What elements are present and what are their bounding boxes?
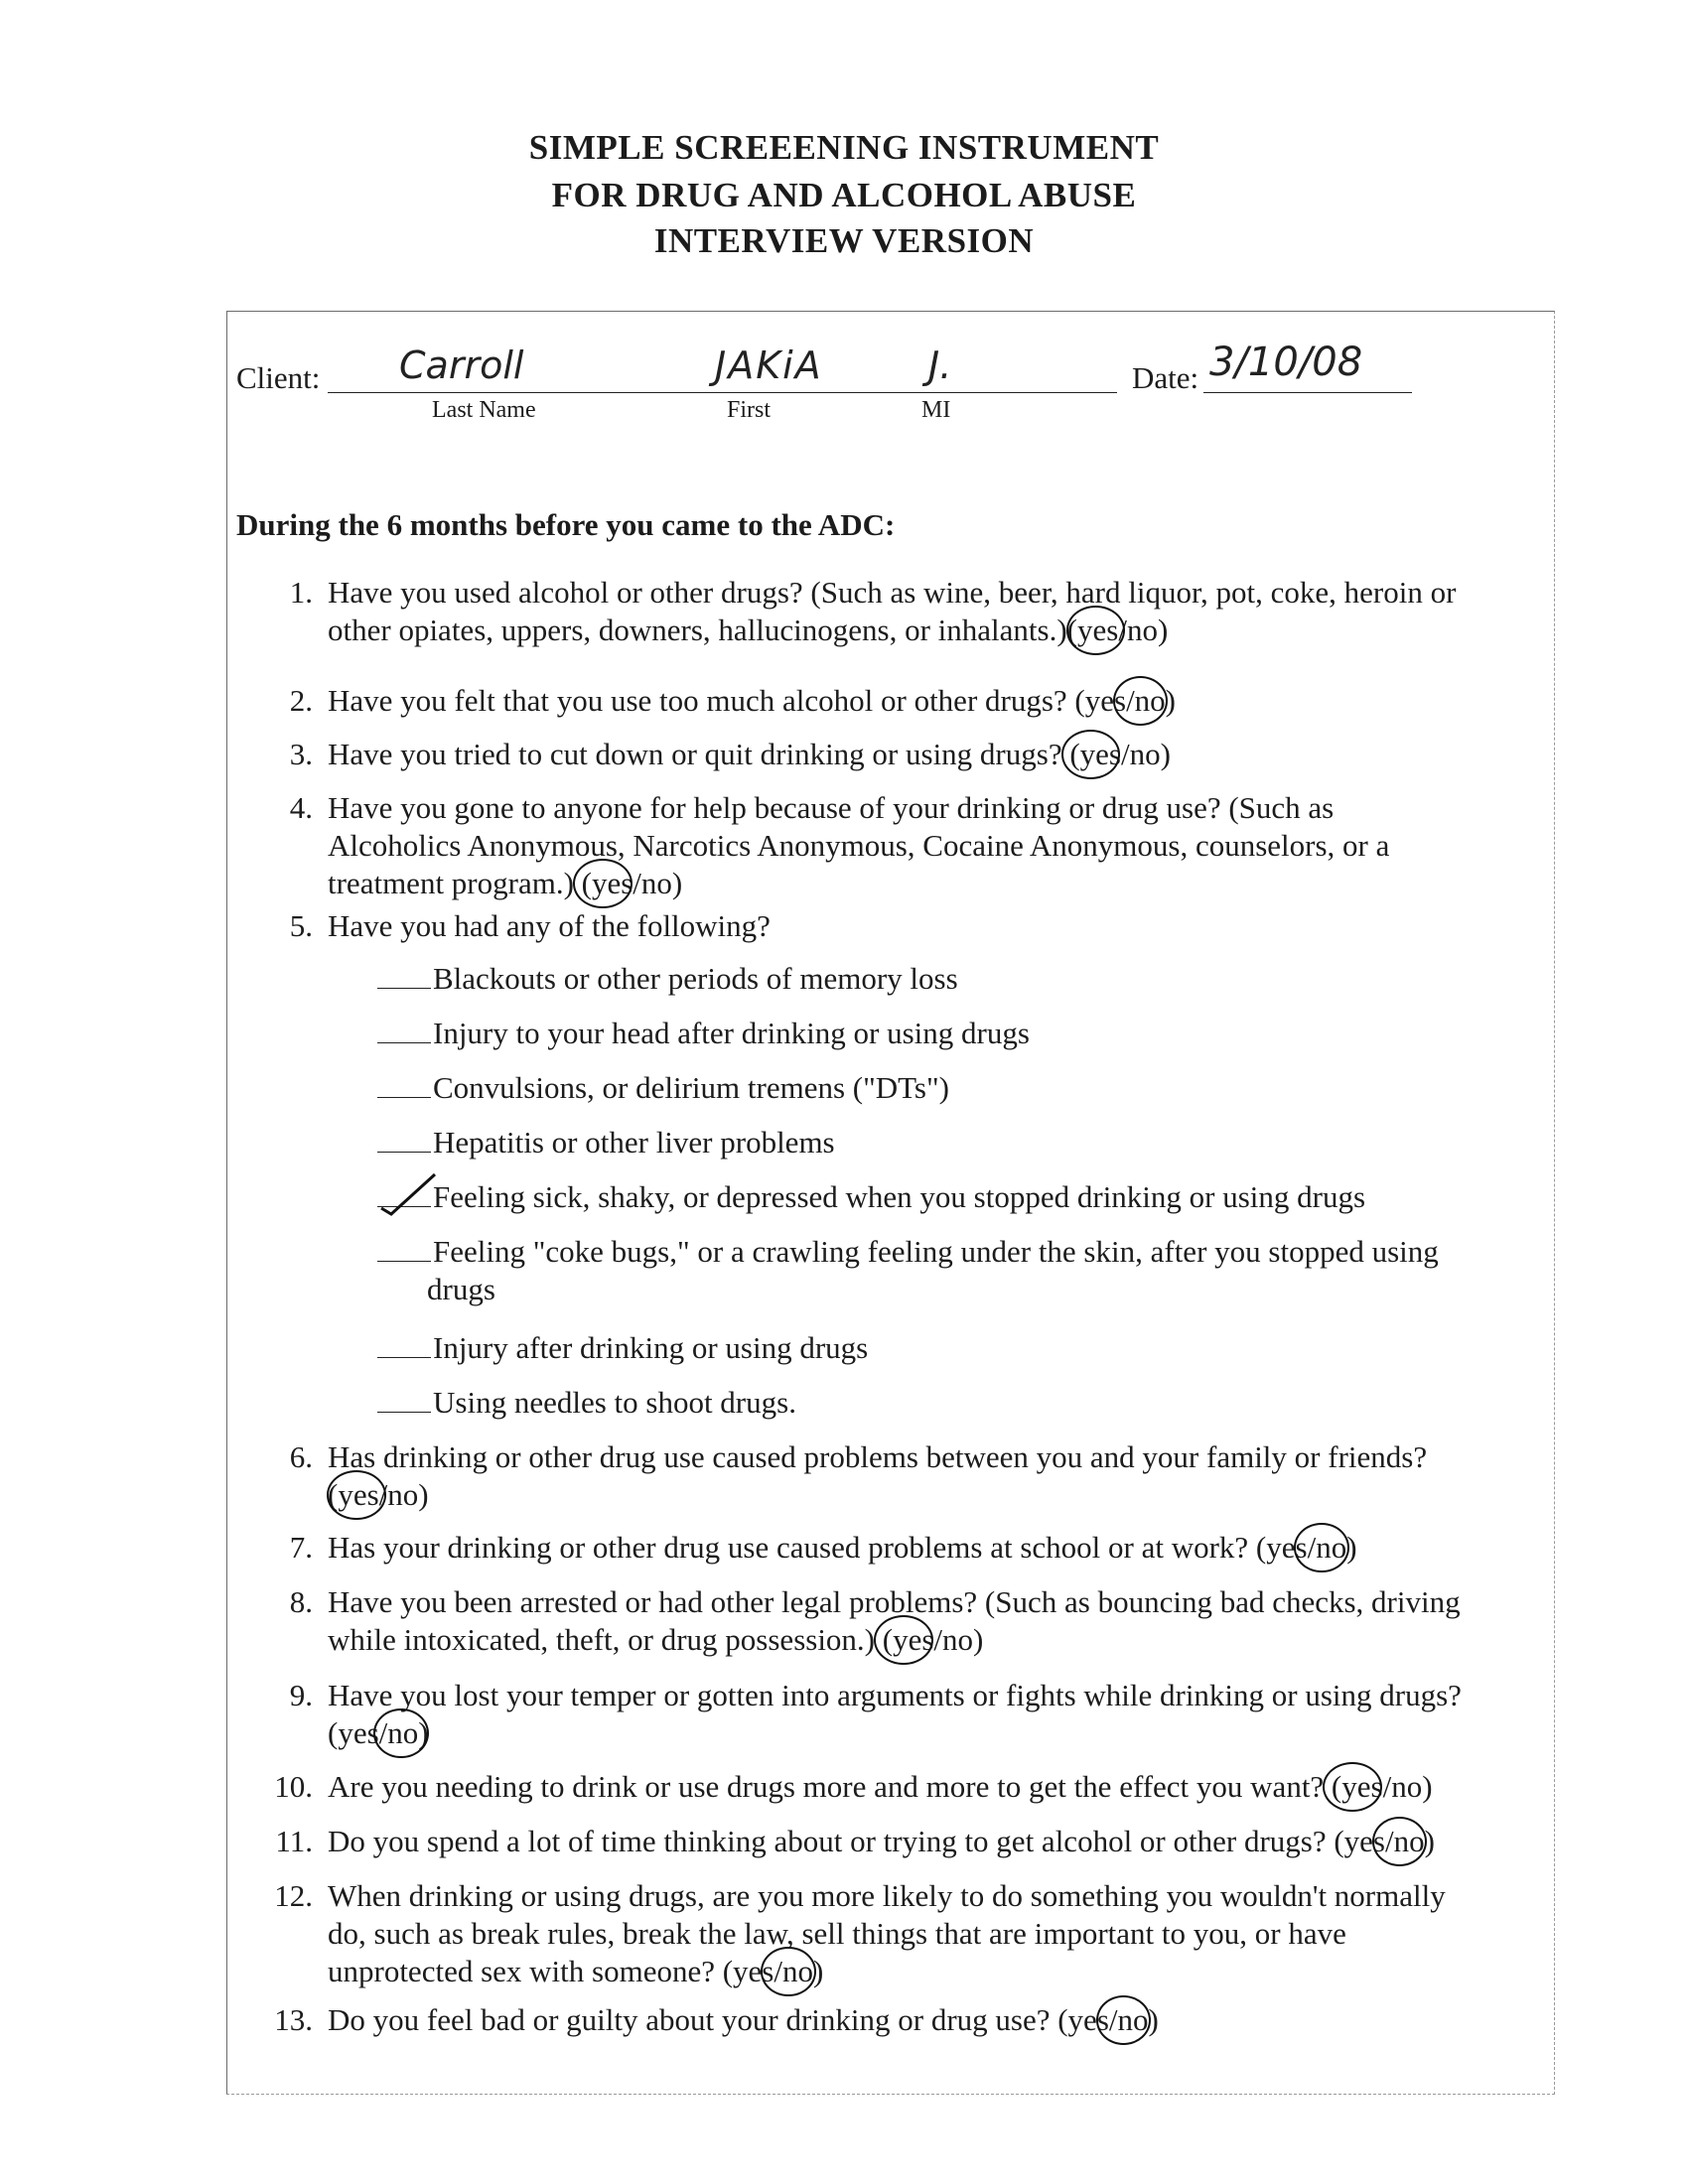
q5-item-label: Using needles to shoot drugs. [433, 1385, 796, 1420]
section-heading: During the 6 months before you came to the ADC: [236, 507, 896, 542]
q5-item-checkbox[interactable] [377, 964, 431, 989]
question-text-line: Have you used alcohol or other drugs? (Such as wine, beer, hard liquor, pot, coke, heroin or [328, 575, 1457, 610]
client-mi-value[interactable]: J. [928, 343, 952, 387]
answer-no-circle [1372, 1817, 1427, 1866]
answer-yes-circle [573, 859, 633, 908]
date-label: Date: [1132, 360, 1199, 395]
date-value[interactable]: 3/10/08 [1209, 340, 1363, 385]
q5-item-checkbox[interactable] [377, 1388, 431, 1413]
answer-no-circle [761, 1947, 815, 1996]
client-name-underline [328, 392, 1117, 393]
q5-item-line: drugs [427, 1272, 495, 1306]
question-text-line: Has your drinking or other drug use caused problems at school or at work? (yes/no) [328, 1530, 1357, 1565]
q5-item-checkbox[interactable] [377, 1019, 431, 1043]
question-number: 1. [289, 575, 313, 610]
answer-no-circle [1294, 1523, 1348, 1572]
question-text-line: Have you had any of the following? [328, 908, 771, 943]
q5-item-checkbox[interactable] [377, 1237, 431, 1262]
answer-no-circle [1096, 1995, 1151, 2045]
question-number: 9. [289, 1678, 313, 1712]
form-title-line-2: FOR DRUG AND ALCOHOL ABUSE [551, 176, 1137, 214]
question-number: 13. [274, 2002, 313, 2037]
question-text-line: unprotected sex with someone? (yes/no) [328, 1954, 824, 1988]
question-number: 11. [275, 1824, 313, 1858]
q5-item-checkbox[interactable] [377, 1128, 431, 1153]
question-number: 5. [289, 908, 313, 943]
question-text-line: Have you lost your temper or gotten into arguments or fights while drinking or using drugs? [328, 1678, 1462, 1712]
question-text-line: while intoxicated, theft, or drug possession.) (yes/no) [328, 1622, 984, 1657]
answer-yes-circle [1066, 606, 1126, 655]
question-text-line: (yes/no) [328, 1715, 429, 1750]
answer-no-circle [373, 1708, 428, 1758]
q5-item-line [377, 1329, 868, 1367]
question-text-line: Do you feel bad or guilty about your drinking or drug use? (yes/no) [328, 2002, 1159, 2037]
mi-label: MI [921, 397, 951, 423]
last-name-label: Last Name [432, 397, 536, 423]
checkmark-icon [377, 1168, 447, 1218]
question-text-line: Have you felt that you use too much alcohol or other drugs? (yes/no) [328, 683, 1176, 718]
question-text-line: do, such as break rules, break the law, sell things that are important to you, or have [328, 1916, 1346, 1951]
q5-item-label: Convulsions, or delirium tremens ("DTs") [433, 1070, 949, 1105]
q5-item-line [377, 1069, 949, 1107]
question-number: 3. [289, 737, 313, 771]
question-text-line: Have you gone to anyone for help because of your drinking or drug use? (Such as [328, 790, 1335, 825]
form-title-line-3: INTERVIEW VERSION [653, 221, 1035, 260]
question-text-line: Are you needing to drink or use drugs more and more to get the effect you want? (yes/no) [328, 1769, 1433, 1804]
client-first-name-value[interactable]: JAKiA [715, 343, 823, 387]
question-number: 10. [274, 1769, 313, 1804]
question-text-line: Have you been arrested or had other legal problems? (Such as bouncing bad checks, driving [328, 1584, 1461, 1619]
q5-item-label: Hepatitis or other liver problems [433, 1125, 835, 1160]
question-number: 8. [289, 1584, 313, 1619]
answer-yes-circle [874, 1615, 933, 1665]
answer-no-circle [1113, 676, 1168, 726]
q5-item-label: Feeling "coke bugs," or a crawling feeling under the skin, after you stopped using [433, 1234, 1439, 1269]
q5-item-label: Blackouts or other periods of memory loss [433, 961, 958, 996]
q5-item-line [377, 1384, 796, 1422]
answer-yes-circle [1323, 1762, 1382, 1812]
q5-item-checkbox[interactable] [377, 1073, 431, 1098]
q5-item-line [377, 1178, 1365, 1216]
question-text-line: (yes/no) [328, 1477, 429, 1512]
question-number: 2. [289, 683, 313, 718]
question-text-line: Alcoholics Anonymous, Narcotics Anonymous, Cocaine Anonymous, counselors, or a [328, 828, 1390, 863]
question-number: 7. [289, 1530, 313, 1565]
question-text-line: Have you tried to cut down or quit drinking or using drugs? (yes/no) [328, 737, 1171, 771]
question-number: 4. [289, 790, 313, 825]
form-title-line-1: SIMPLE SCREEENING INSTRUMENT [528, 128, 1160, 167]
question-text-line: Has drinking or other drug use caused problems between you and your family or friends? [328, 1439, 1428, 1474]
q5-item-label: Injury after drinking or using drugs [433, 1330, 869, 1365]
question-text-line: When drinking or using drugs, are you more likely to do something you wouldn't normally [328, 1878, 1446, 1913]
question-text-line: other opiates, uppers, downers, hallucinogens, or inhalants.)(yes/no) [328, 613, 1169, 647]
q5-item-label: Injury to your head after drinking or using drugs [433, 1016, 1030, 1050]
answer-yes-circle [1061, 730, 1121, 779]
q5-item-label: Feeling sick, shaky, or depressed when you stopped drinking or using drugs [433, 1179, 1366, 1214]
date-underline [1203, 392, 1412, 393]
answer-yes-circle [327, 1470, 386, 1520]
q5-item-line [377, 1233, 1439, 1271]
question-number: 12. [274, 1878, 313, 1913]
question-number: 6. [289, 1439, 313, 1474]
first-name-label: First [727, 397, 772, 423]
question-text-line: treatment program.) (yes/no) [328, 866, 683, 900]
q5-item-line [377, 960, 958, 998]
client-label: Client: [236, 360, 321, 395]
q5-item-line [377, 1124, 835, 1161]
question-text-line: Do you spend a lot of time thinking about or trying to get alcohol or other drugs? (yes/no) [328, 1824, 1435, 1858]
q5-item-line [377, 1015, 1030, 1052]
q5-item-checkbox[interactable] [377, 1333, 431, 1358]
client-last-name-value[interactable]: Carroll [399, 343, 524, 387]
